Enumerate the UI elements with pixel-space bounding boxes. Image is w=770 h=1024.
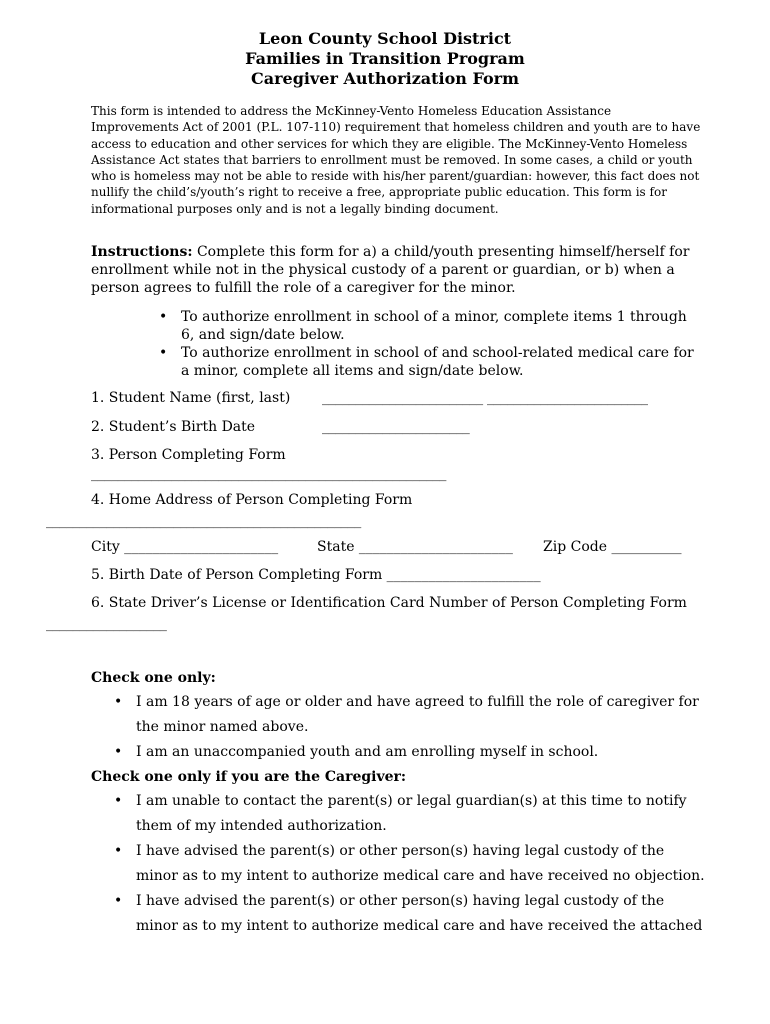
check-option[interactable]: • I am 18 years of age or older and have agreed to fulfill the role of caregiver for the minor named above. (136, 690, 706, 740)
state-field[interactable]: State ______________________ (317, 539, 513, 555)
instructions-label: Instructions: (91, 244, 193, 260)
caregiver-options (136, 789, 706, 939)
form-header (0, 29, 770, 89)
caregiver-heading: Check one only if you are the Caregiver: (91, 769, 407, 785)
district-title: Leon County School District (258, 29, 512, 48)
person-completing-label: 3. Person Completing Form (91, 447, 286, 463)
city-field[interactable]: City ______________________ (91, 539, 279, 555)
check-option[interactable]: • I am unable to contact the parent(s) or legal guardian(s) at this time to notify them of my intended authorization. (136, 789, 706, 839)
check-option[interactable]: • I am an unaccompanied youth and am enrolling myself in school. (136, 740, 706, 765)
person-birth-date-field[interactable]: 5. Birth Date of Person Completing Form ______________________ (91, 567, 541, 583)
check-option[interactable]: • I have advised the parent(s) or other person(s) having legal custody of the minor as to my intent to authorize medical care and have received no objection. (136, 839, 706, 889)
intro-paragraph: This form is intended to address the McKinney-Vento Homeless Education Assistance Improvements Act of 2001 (P.L. 107-110) requirement that homeless children and youth are to have access to education and other services for which they are eligible. The McKinney-Vento Homeless Assistance Act states that barriers to enrollment must be removed. In some cases, a child or youth who is homeless may not be able to reside with his/her parent/guardian: however, this fact does not nullify the child’s/youth’s right to receive a free, appropriate public education. This form is for informational purposes only and is not a legally binding document. (91, 104, 701, 216)
student-name-label: 1. Student Name (first, last) (91, 390, 291, 406)
home-address-label: 4. Home Address of Person Completing Form (91, 492, 413, 508)
program-title: Families in Transition Program (245, 49, 525, 68)
check-one-heading: Check one only: (91, 670, 216, 686)
person-completing-field[interactable]: _____________________________________________________ (91, 466, 447, 482)
student-name-field[interactable]: ________________________ ________________________ (322, 390, 648, 406)
check-one-options (136, 690, 706, 765)
zip-field[interactable]: Zip Code __________ (543, 539, 682, 555)
form-title: Caregiver Authorization Form (250, 69, 519, 88)
check-option[interactable]: • I have advised the parent(s) or other person(s) having legal custody of the minor as to my intent to authorize medical care and have received the attached (136, 889, 706, 939)
license-field[interactable]: __________________ (46, 616, 167, 632)
license-label: 6. State Driver’s License or Identification Card Number of Person Completing Form (91, 595, 687, 611)
home-address-field[interactable]: _______________________________________________ (46, 513, 361, 529)
birth-date-label: 2. Student’s Birth Date (91, 419, 256, 435)
instructions-bullet: • To authorize enrollment in school of and school-related medical care for a minor, complete all items and sign/date below. (181, 344, 701, 380)
instructions-bullets (181, 308, 701, 380)
birth-date-field[interactable]: ______________________ (322, 419, 470, 435)
instructions-bullet: • To authorize enrollment in school of a minor, complete items 1 through 6, and sign/date below. (181, 308, 701, 344)
instructions-paragraph (91, 243, 701, 297)
instructions-text: Complete this form for a) a child/youth presenting himself/herself for enrollment while not in the physical custody of a parent or guardian, or b) when a person agrees to fulfill the role of a caregiver for the minor. (91, 244, 690, 296)
